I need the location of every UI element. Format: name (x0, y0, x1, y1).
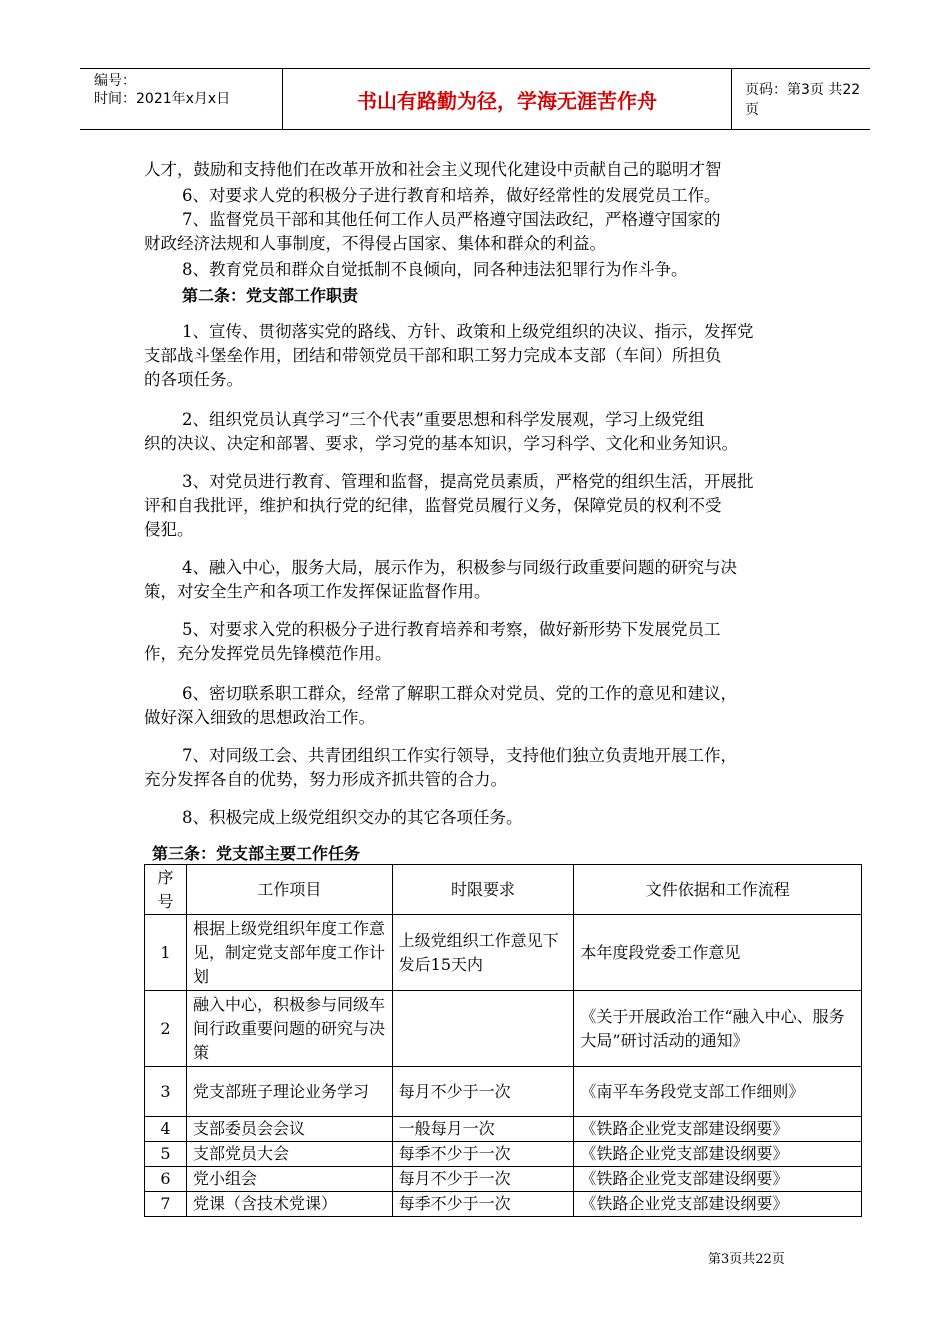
footer-page-number: 第3页共22页 (708, 1252, 785, 1267)
cell-basis: 《关于开展政治工作“融入中心、服务大局”研讨活动的通知》 (574, 991, 862, 1067)
cell-no: 6 (145, 1167, 187, 1192)
cell-basis: 本年度段党委工作意见 (574, 915, 862, 991)
cell-item: 党支部班子理论业务学习 (186, 1067, 392, 1117)
cell-item: 党课（含技术党课） (186, 1192, 392, 1217)
table-row (145, 1167, 862, 1192)
paragraph-line: 人才，鼓励和支持他们在改革开放和社会主义现代化建设中贡献自己的聪明才智 (144, 160, 722, 179)
section-2-title: 第二条：党支部工作职责 (182, 286, 359, 305)
paragraph-line: 充分发挥各自的优势，努力形成齐抓共管的合力。 (144, 770, 507, 789)
table-header-row (145, 865, 862, 915)
paragraph-line: 6、对要求人党的积极分子进行教育和培养，做好经常性的发展党员工作。 (182, 186, 721, 205)
paragraph-line: 6、密切联系职工群众，经常了解职工群众对党员、党的工作的意见和建议， (182, 684, 737, 703)
paragraph-line: 做好深入细致的思想政治工作。 (144, 708, 375, 727)
cell-basis: 《铁路企业党支部建设纲要》 (574, 1192, 862, 1217)
header-meta (80, 69, 282, 129)
header-cell-item: 工作项目 (186, 865, 392, 915)
cell-item: 融入中心，积极参与同级车间行政重要问题的研究与决策 (186, 991, 392, 1067)
cell-basis: 《铁路企业党支部建设纲要》 (574, 1167, 862, 1192)
paragraph-line: 8、积极完成上级党组织交办的其它各项任务。 (182, 808, 523, 827)
header-cell-no: 序号 (145, 865, 187, 915)
table-row (145, 1142, 862, 1167)
paragraph-line: 4、融入中心，服务大局，展示作为，积极参与同级行政重要问题的研究与决 (182, 558, 737, 577)
cell-no: 2 (145, 991, 187, 1067)
header-cell-basis: 文件依据和工作流程 (574, 865, 862, 915)
cell-no: 3 (145, 1067, 187, 1117)
table-row (145, 991, 862, 1067)
cell-item: 支部党员大会 (186, 1142, 392, 1167)
cell-no: 1 (145, 915, 187, 991)
header-page-number: 页码：第3页 共22页 (745, 82, 861, 118)
cell-item: 根据上级党组织年度工作意见，制定党支部年度工作计划 (186, 915, 392, 991)
tasks-table (144, 864, 862, 1217)
cell-basis: 《南平车务段党支部工作细则》 (574, 1067, 862, 1117)
paragraph-line: 3、对党员进行教育、管理和监督，提高党员素质，严格党的组织生活，开展批 (182, 472, 754, 491)
table-row (145, 1117, 862, 1142)
paragraph-line: 7、对同级工会、共青团组织工作实行领导，支持他们独立负责地开展工作， (182, 746, 737, 765)
table-row (145, 1067, 862, 1117)
paragraph-line: 的各项任务。 (144, 370, 243, 389)
cell-time (392, 991, 574, 1067)
paragraph-line: 支部战斗堡垒作用，团结和带领党员干部和职工努力完成本支部（车间）所担负 (144, 346, 722, 365)
doc-number: 编号： (94, 73, 136, 89)
header-motto: 书山有路勤为径，学海无涯苦作舟 (282, 69, 732, 129)
cell-item: 党小组会 (186, 1167, 392, 1192)
paragraph-line: 评和自我批评，维护和执行党的纪律，监督党员履行义务，保障党员的权利不受 (144, 496, 722, 515)
cell-basis: 《铁路企业党支部建设纲要》 (574, 1142, 862, 1167)
cell-time: 上级党组织工作意见下发后15天内 (392, 915, 574, 991)
cell-time: 每季不少于一次 (392, 1192, 574, 1217)
paragraph-line: 作，充分发挥党员先锋模范作用。 (144, 644, 392, 663)
cell-item: 支部委员会会议 (186, 1117, 392, 1142)
table-row (145, 1192, 862, 1217)
paragraph-line: 5、对要求入党的积极分子进行教育培养和考察，做好新形势下发展党员工 (182, 620, 721, 639)
section-3-title: 第三条：党支部主要工作任务 (152, 844, 361, 863)
paragraph-line: 8、教育党员和群众自觉抵制不良倾向，同各种违法犯罪行为作斗争。 (182, 260, 688, 279)
cell-no: 5 (145, 1142, 187, 1167)
cell-time: 每月不少于一次 (392, 1067, 574, 1117)
cell-time: 每季不少于一次 (392, 1142, 574, 1167)
page-header (80, 68, 870, 130)
doc-date: 时间：2021年x月x日 (94, 91, 231, 107)
paragraph-line: 织的决议、决定和部署、要求，学习党的基本知识，学习科学、文化和业务知识。 (144, 434, 738, 453)
paragraph-line: 财政经济法规和人事制度，不得侵占国家、集体和群众的利益。 (144, 234, 606, 253)
cell-no: 4 (145, 1117, 187, 1142)
header-cell-time: 时限要求 (392, 865, 574, 915)
cell-time: 一般每月一次 (392, 1117, 574, 1142)
cell-time: 每月不少于一次 (392, 1167, 574, 1192)
table-row (145, 915, 862, 991)
paragraph-line: 侵犯。 (144, 520, 194, 539)
paragraph-line: 策，对安全生产和各项工作发挥保证监督作用。 (144, 582, 491, 601)
paragraph-line: 7、监督党员干部和其他任何工作人员严格遵守国法政纪，严格遵守国家的 (182, 210, 721, 229)
paragraph-line: 2、组织党员认真学习“三个代表”重要思想和科学发展观，学习上级党组 (182, 410, 705, 429)
cell-no: 7 (145, 1192, 187, 1217)
cell-basis: 《铁路企业党支部建设纲要》 (574, 1117, 862, 1142)
paragraph-line: 1、宣传、贯彻落实党的路线、方针、政策和上级党组织的决议、指示，发挥党 (182, 322, 754, 341)
